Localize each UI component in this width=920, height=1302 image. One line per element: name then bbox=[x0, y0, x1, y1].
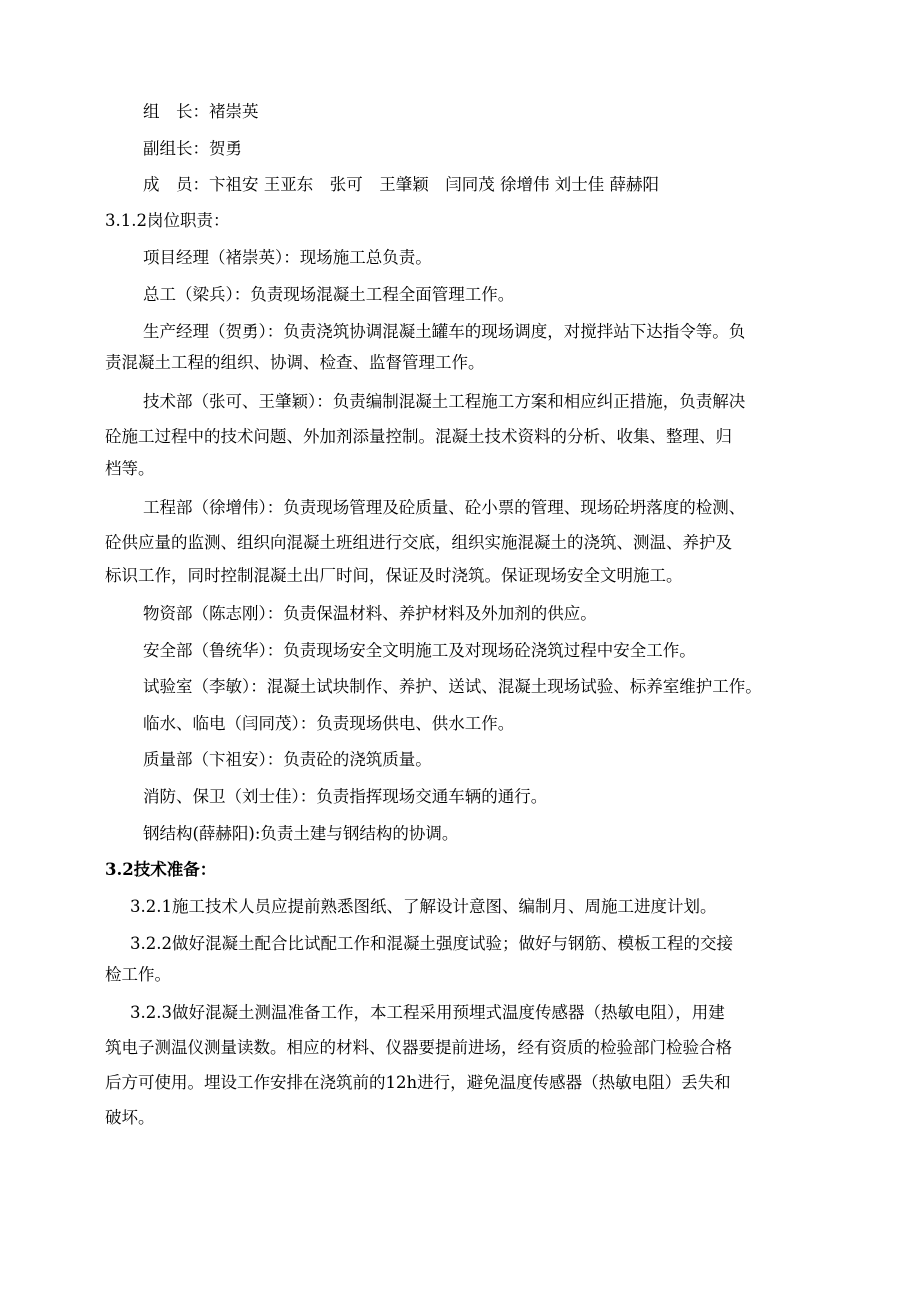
duty-line: 临水、临电（闫同茂）：负责现场供电、供水工作。 bbox=[143, 714, 515, 733]
duty-line: 标识工作，同时控制混凝土出厂时间，保证及时浇筑。保证现场安全文明施工。 bbox=[105, 566, 683, 585]
duty-line: 砼施工过程中的技术问题、外加剂添量控制。混凝土技术资料的分析、收集、整理、归 bbox=[105, 427, 732, 446]
duty-line: 总工（梁兵）：负责现场混凝土工程全面管理工作。 bbox=[143, 285, 515, 304]
section-312-heading: 3.1.2岗位职责： bbox=[105, 211, 230, 230]
duty-line: 生产经理（贺勇）：负责浇筑协调混凝土罐车的现场调度，对搅拌站下达指令等。负 bbox=[143, 322, 746, 341]
duty-line: 试验室（李敏）：混凝土试块制作、养护、送试、混凝土现场试验、标养室维护工作。 bbox=[143, 677, 762, 696]
duty-line: 档等。 bbox=[105, 459, 155, 478]
tech-prep-line: 破坏。 bbox=[105, 1108, 155, 1127]
duty-line: 砼供应量的监测、组织向混凝土班组进行交底，组织实施混凝土的浇筑、测温、养护及 bbox=[105, 533, 732, 552]
roster-members: 成 员：卞祖安 王亚东 张可 王肇颖 闫同茂 徐增伟 刘士佳 薛赫阳 bbox=[143, 175, 659, 194]
tech-prep-line: 检工作。 bbox=[105, 965, 171, 984]
tech-prep-line: 筑电子测温仪测量读数。相应的材料、仪器要提前进场，经有资质的检验部门检验合格 bbox=[105, 1038, 732, 1057]
roster-leader: 组 长：褚崇英 bbox=[143, 102, 259, 121]
duty-line: 技术部（张可、王肇颖）：负责编制混凝土工程施工方案和相应纠正措施，负责解决 bbox=[143, 392, 746, 411]
section-32-heading: 3.2技术准备： bbox=[105, 860, 217, 879]
tech-prep-line: 后方可使用。埋设工作安排在浇筑前的12h进行，避免温度传感器（热敏电阻）丢失和 bbox=[105, 1073, 731, 1092]
duty-line: 物资部（陈志刚）：负责保温材料、养护材料及外加剂的供应。 bbox=[143, 604, 597, 623]
duty-line: 工程部（徐增伟）：负责现场管理及砼质量、砼小票的管理、现场砼坍落度的检测、 bbox=[143, 498, 746, 517]
tech-prep-line: 3.2.1施工技术人员应提前熟悉图纸、了解设计意图、编制月、周施工进度计划。 bbox=[130, 897, 717, 916]
duty-line: 消防、保卫（刘士佳）：负责指挥现场交通车辆的通行。 bbox=[143, 787, 548, 806]
duty-line: 安全部（鲁统华）：负责现场安全文明施工及对现场砼浇筑过程中安全工作。 bbox=[143, 641, 696, 660]
duty-line: 质量部（卞祖安）：负责砼的浇筑质量。 bbox=[143, 750, 432, 769]
duty-line: 项目经理（褚崇英）：现场施工总负责。 bbox=[143, 248, 432, 267]
duty-line: 钢结构(薛赫阳):负责土建与钢结构的协调。 bbox=[143, 824, 459, 843]
tech-prep-line: 3.2.2做好混凝土配合比试配工作和混凝土强度试验；做好与钢筋、模板工程的交接 bbox=[130, 934, 733, 953]
roster-deputy: 副组长：贺勇 bbox=[143, 139, 242, 158]
tech-prep-line: 3.2.3做好混凝土测温准备工作，本工程采用预埋式温度传感器（热敏电阻），用建 bbox=[130, 1003, 725, 1022]
duty-line: 责混凝土工程的组织、协调、检查、监督管理工作。 bbox=[105, 353, 485, 372]
